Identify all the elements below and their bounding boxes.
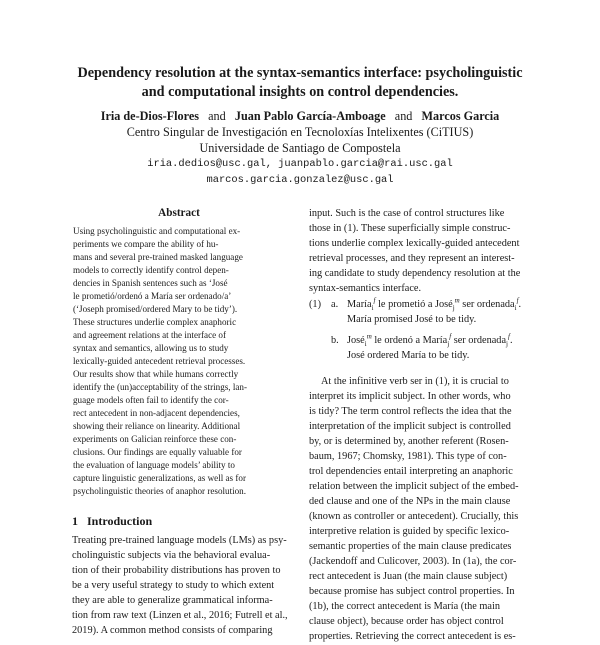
intro-line: they are able to generalize grammatical informa- [72,595,273,606]
intro-line: tion from raw text (Linzen et al., 2016; Futrell et al., [72,610,288,621]
example-b-sentence: José$_i^m$ le ordenó a María$_j^f$ ser ordenada$_j^f$. [347,332,513,349]
author-separator: and [208,109,226,123]
body-line: tions underlie complex lexically-guided antecedent [309,238,520,249]
body-line: input. Such is the case of control structures like [309,208,505,219]
abstract-line: Using psycholinguistic and computational ex- [73,226,241,236]
body-line: baum, 1967; Chomsky, 1981). This type of con- [309,451,507,462]
intro-line: be a very useful strategy to study to which extent [72,580,275,591]
abstract-line: rect antecedent in non-adjacent dependencies, [73,408,240,418]
body-line: by, or is determined by, another referent (Rosen- [309,436,509,447]
example-a-label: a. [331,299,339,310]
abstract-line: mans and several pre-trained masked language [73,252,243,262]
abstract-line: clusions. Our findings are equally valuable for [73,447,242,457]
example-a-gloss: María promised José to be tidy. [347,314,477,325]
body-line: ing candidate to study dependency resolution at the [309,268,521,279]
body-line: those in (1). These superficially simple construc- [309,223,511,234]
author-emails: iria.dedios@usc.gal, juanpablo.garcia@rai.usc.gal [147,158,453,170]
abstract-line: the evaluation of language models’ ability to [73,460,235,470]
abstract-line: showing their reliance on linearity. Additional [73,421,241,431]
author-3: Marcos Garcia [421,109,500,123]
intro-line: tion of their probability distributions has proven to [72,565,281,576]
example-b-gloss: José ordered María to be tidy. [347,350,470,361]
abstract-line: (‘Joseph promised/ordered Mary to be tidy’). [73,304,238,314]
body-line: (known as controller or antecedent). Crucially, this [309,511,519,522]
body-line: interpretation of the implicit subject is controlled [309,421,511,432]
body-line: At the infinitive verb ser in (1), it is crucial to [321,376,509,387]
abstract-line: syntax and semantics, allowing us to study [73,343,229,353]
body-line: (1b), the correct antecedent is María (the main [309,601,500,612]
example-a-sentence: María$_i^f$ le prometió a José$_j^m$ ser ordenada$_i^f$. [347,296,522,313]
example-b-label: b. [331,335,339,346]
intro-line: 2019). A common method consists of comparing [72,625,273,636]
body-line: rect antecedent is Juan (the main clause subject) [309,571,508,582]
abstract-line: capture linguistic generalizations, as well as for [73,473,246,483]
abstract-line: le prometió/ordenó a María ser ordenado/a’ [73,291,232,301]
abstract-line: These structures underlie complex anaphoric [73,317,237,327]
abstract-line: identify the (un)acceptability of the strings, lan- [73,382,247,392]
body-line: clause object), because order has object control [309,616,504,627]
author-email-2: marcos.garcia.gonzalez@usc.gal [206,174,394,186]
affiliation-university: Universidade de Santiago de Compostela [199,141,401,155]
abstract-line: and agreement relations at the interface of [73,330,226,340]
body-line: relation between the implicit subject of the embed- [309,481,519,492]
body-line: ded clause and one of the NPs in the main clause [309,496,511,507]
body-line: because promise has subject control properties. In [309,586,515,597]
example-number: (1) [309,299,322,310]
abstract-line: psycholinguistic theories of anaphor resolution. [73,486,246,496]
author-1: Iria de-Dios-Flores [100,109,199,123]
author-2: Juan Pablo García-Amboage [234,109,386,123]
body-line: is tidy? The term control reflects the idea that the [309,406,512,417]
abstract-line: models to correctly identify control depen- [73,265,229,275]
body-line: properties. Retrieving the correct antecedent is es- [309,631,516,642]
intro-line: cholinguistic subjects via the behavioral evalua- [72,550,271,561]
intro-line: Treating pre-trained language models (LMs) as psy- [72,535,287,546]
section-number: 1 [72,514,78,528]
body-line: (Jackendoff and Culicover, 2003). In (1a), the cor- [309,556,517,567]
paper-title [40,64,560,101]
author-list [40,108,560,124]
abstract-line: Our results show that while humans correctly [73,369,239,379]
section-title: Introduction [87,514,153,528]
body-line: semantic properties of the main clause predicates [309,541,512,552]
body-line: interpret its implicit subject. In other words, who [309,391,511,402]
abstract-line: experiments on Galician reinforce these con- [73,434,237,444]
abstract-line: periments we compare the ability of hu- [73,239,219,249]
affiliation-center: Centro Singular de Investigación en Tecnoloxías Intelixentes (CiTIUS) [126,125,474,139]
abstract-line: dencies in Spanish sentences such as ‘José [73,278,228,288]
abstract-heading: Abstract [158,207,200,219]
abstract-line: guage models often fail to identify the cor- [73,395,229,405]
body-line: syntax-semantics interface. [309,283,422,294]
title-line-2: and computational insights on control dependencies. [141,83,459,100]
body-line: retrieval processes, and they represent an interest- [309,253,515,264]
author-separator: and [394,109,413,123]
body-line: trol dependencies entail interpreting an anaphoric [309,466,513,477]
body-line: interpretive relation is guided by specific lexico- [309,526,510,537]
abstract-line: lexically-guided antecedent retrieval processes. [73,356,246,366]
section-heading [72,514,152,529]
title-line-1: Dependency resolution at the syntax-semantics interface: psycholinguistic [77,65,523,81]
